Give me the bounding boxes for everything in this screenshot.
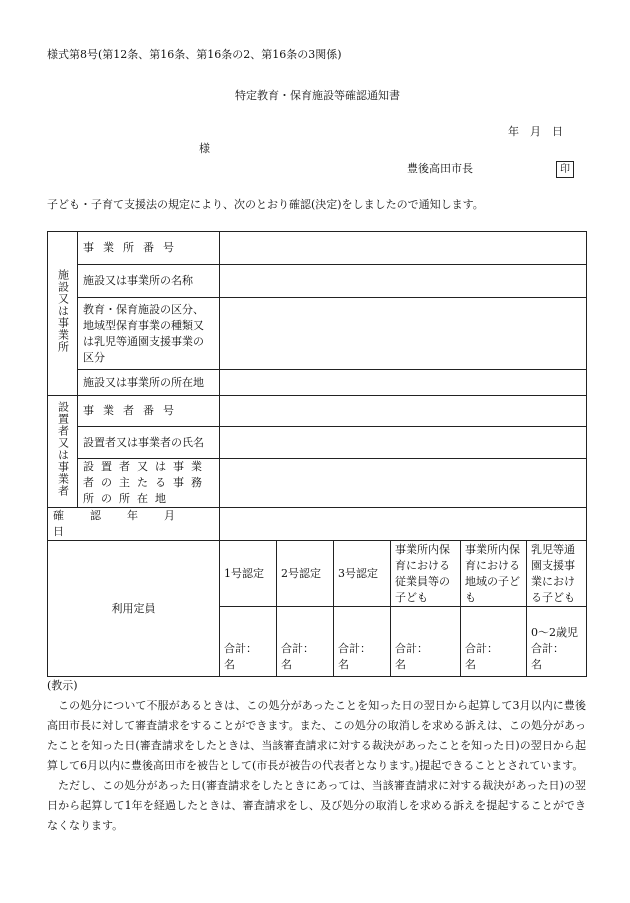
cap-total-2 [277,607,334,677]
total-unit: 名 [395,658,406,671]
issuer-name: 豊後高田市長 [407,162,473,175]
group-facility-cell [48,232,78,396]
total-unit: 名 [224,658,235,671]
total-label: 合計： [338,642,371,655]
operator-office-value [220,459,587,508]
intro-text: 子ども・子育て支援法の規定により、次のとおり確認(決定)をしましたので通知します。 [47,198,484,211]
operator-office-text: 設置者又は事業者の主たる事務所の所在地 [83,460,209,505]
confirm-date-value [220,508,587,541]
total-unit: 名 [465,658,476,671]
age-note: 0～2歳児 [531,626,578,639]
cap-total-6 [527,607,587,677]
facility-type-value [220,298,587,370]
total-label: 合計： [224,642,257,655]
group-operator-cell [48,396,78,508]
cap-header-2: 2号認定 [277,541,334,607]
total-label: 合計： [281,642,314,655]
cap-total-1 [220,607,277,677]
cap-header-5: 事業所内保育における地域の子ども [461,541,527,607]
business-number-value [220,232,587,265]
total-label: 合計： [465,642,498,655]
group-operator-label: 設置者又は事業者 [56,401,70,497]
facility-name-value [220,265,587,298]
confirm-date-label: 確認年月日 [53,509,201,538]
group-facility-label: 施設又は事業所 [56,269,70,353]
operator-name-value [220,427,587,459]
confirm-date-label-cell [48,508,220,541]
date-line: 年 月 日 [508,125,563,138]
document-title: 特定教育・保育施設等確認通知書 [235,89,400,102]
notes-paragraph-2: ただし、この処分があった日(審査請求をしたときにあっては、当該審査請求に対する裁決があった日)の翌日から起算して1年を経過したときは、審査請求をし、及び処分の取消しを求める訴えを提起することができなくなります。 [47,779,586,832]
facility-name-label: 施設又は事業所の名称 [78,265,220,298]
addressee-suffix: 様 [199,142,210,155]
total-label: 合計： [531,642,564,655]
facility-address-label: 施設又は事業所の所在地 [78,370,220,396]
notes-heading: (教示) [47,679,78,692]
notes-paragraph-1: この処分について不服があるときは、この処分があったことを知った日の翌日から起算して3月以内に豊後高田市長に対して審査請求をすることができます。また、この処分の取消しを求める訴えは、この処分があったことを知った日(審査請求をしたときは、当該審査請求に対する裁決があったことを知った日)の翌日から起算して6月以内に豊後高田市を被告として(市長が被告の代表者となります。)提起できることとされています。 [47,699,586,772]
total-unit: 名 [338,658,349,671]
facility-type-label: 教育・保育施設の区分、地域型保育事業の種類又は乳児等通園支援事業の区分 [78,298,220,370]
seal-stamp [556,161,574,178]
operator-office-label [78,459,220,508]
operator-name-label: 設置者又は事業者の氏名 [78,427,220,459]
notes-section [47,676,586,836]
capacity-label-cell [48,541,220,677]
business-number-label-cell [78,232,220,265]
cap-header-4: 事業所内保育における従業員等の子ども [391,541,461,607]
cap-total-3 [334,607,391,677]
confirmation-table [47,231,587,677]
operator-number-label: 事業者番号 [83,404,183,417]
cap-total-4 [391,607,461,677]
total-label: 合計： [395,642,428,655]
total-unit: 名 [281,658,292,671]
seal-text: 印 [560,164,570,175]
total-unit: 名 [531,658,542,671]
operator-number-value [220,396,587,427]
capacity-label: 利用定員 [111,601,156,615]
cap-header-3: 3号認定 [334,541,391,607]
business-number-label: 事業所番号 [83,241,183,254]
cap-total-5 [461,607,527,677]
form-number: 様式第8号(第12条、第16条、第16条の2、第16条の3関係) [47,48,342,61]
cap-header-6: 乳児等通園支援事業における子ども [527,541,587,607]
facility-address-value [220,370,587,396]
operator-number-label-cell [78,396,220,427]
cap-header-1: 1号認定 [220,541,277,607]
